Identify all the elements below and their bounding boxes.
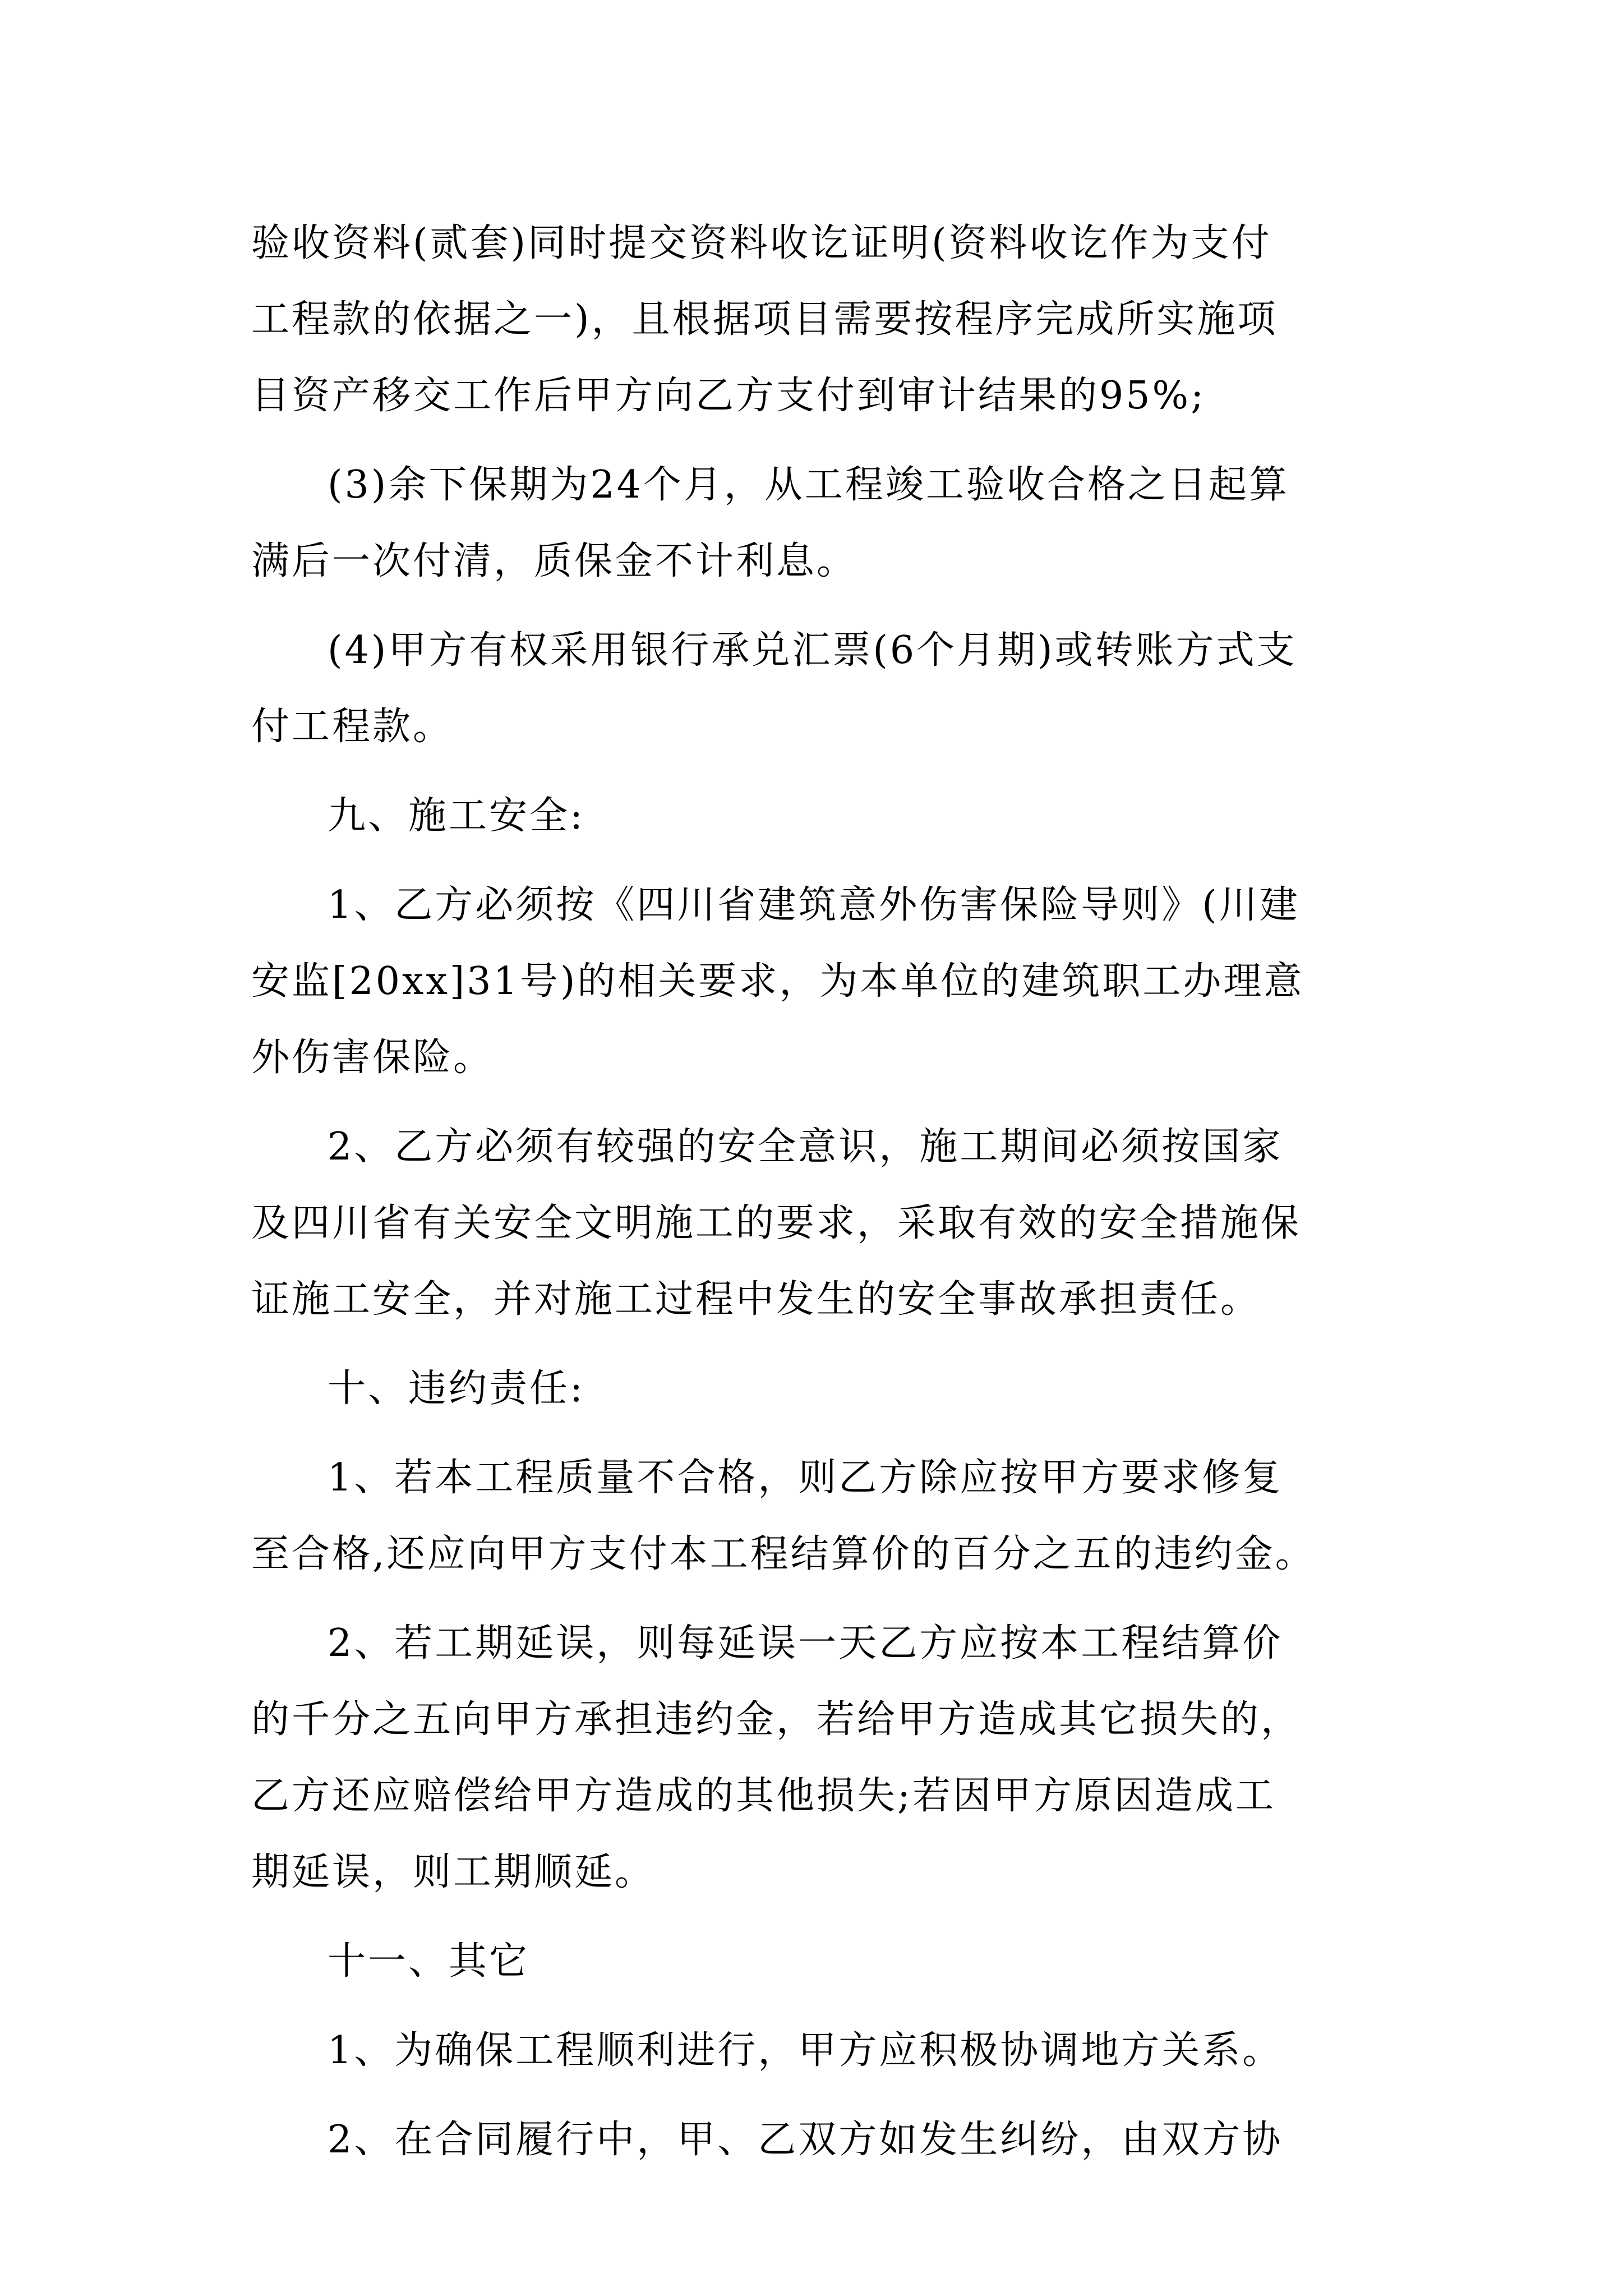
paragraph [251, 1109, 1373, 1338]
text-line: 至合格,还应向甲方支付本工程结算价的百分之五的违约金。 [251, 1532, 1316, 1576]
paragraph [251, 2013, 1373, 2089]
text-line: 的千分之五向甲方承担违约金，若给甲方造成其它损失的， [251, 1697, 1302, 1742]
section-heading [251, 778, 1373, 854]
text-line: 2、若工期延误，则每延误一天乙方应按本工程结算价 [328, 1621, 1283, 1665]
text-line: 外伤害保险。 [251, 1036, 494, 1080]
text-line: 乙方还应赔偿给甲方造成的其他损失;若因甲方原因造成工 [251, 1774, 1276, 1818]
paragraph [251, 867, 1373, 1096]
document-body [251, 205, 1373, 2178]
text-line: 2、在合同履行中，甲、乙双方如发生纠纷，由双方协 [328, 2118, 1283, 2162]
text-line: 证施工安全，并对施工过程中发生的安全事故承担责任。 [251, 1277, 1261, 1322]
paragraph [251, 205, 1373, 434]
text-line: 付工程款。 [251, 705, 454, 749]
section-heading-text: 十一、其它 [328, 1939, 530, 1984]
text-line: 1、为确保工程顺利进行，甲方应积极协调地方关系。 [328, 2028, 1283, 2073]
text-line: 满后一次付清，质保金不计利息。 [251, 539, 857, 583]
text-line: 期延误，则工期顺延。 [251, 1850, 656, 1894]
text-line: 1、乙方必须按《四川省建筑意外伤害保险导则》(川建 [328, 883, 1300, 927]
text-line: 2、乙方必须有较强的安全意识，施工期间必须按国家 [328, 1125, 1283, 1169]
text-line: (4)甲方有权采用银行承兑汇票(6个月期)或转账方式支 [328, 628, 1297, 673]
text-line: 目资产移交工作后甲方向乙方支付到审计结果的95%; [251, 374, 1206, 418]
section-heading [251, 1924, 1373, 2000]
paragraph [251, 613, 1373, 765]
text-line: 工程款的依据之一)，且根据项目需要按程序完成所实施项 [251, 297, 1278, 342]
paragraph [251, 447, 1373, 600]
section-heading-text: 九、施工安全: [328, 794, 585, 838]
text-line: (3)余下保期为24个月，从工程竣工验收合格之日起算 [328, 463, 1289, 507]
text-line: 及四川省有关安全文明施工的要求，采取有效的安全措施保 [251, 1201, 1302, 1245]
text-line: 验收资料(贰套)同时提交资料收讫证明(资料收讫作为支付 [251, 221, 1272, 265]
paragraph [251, 1440, 1373, 1593]
section-heading-text: 十、违约责任: [328, 1366, 585, 1411]
paragraph [251, 2102, 1373, 2178]
text-line: 安监[20xx]31号)的相关要求，为本单位的建筑职工办理意 [251, 959, 1304, 1004]
text-line: 1、若本工程质量不合格，则乙方除应按甲方要求修复 [328, 1456, 1283, 1500]
section-heading [251, 1351, 1373, 1427]
paragraph [251, 1605, 1373, 1911]
